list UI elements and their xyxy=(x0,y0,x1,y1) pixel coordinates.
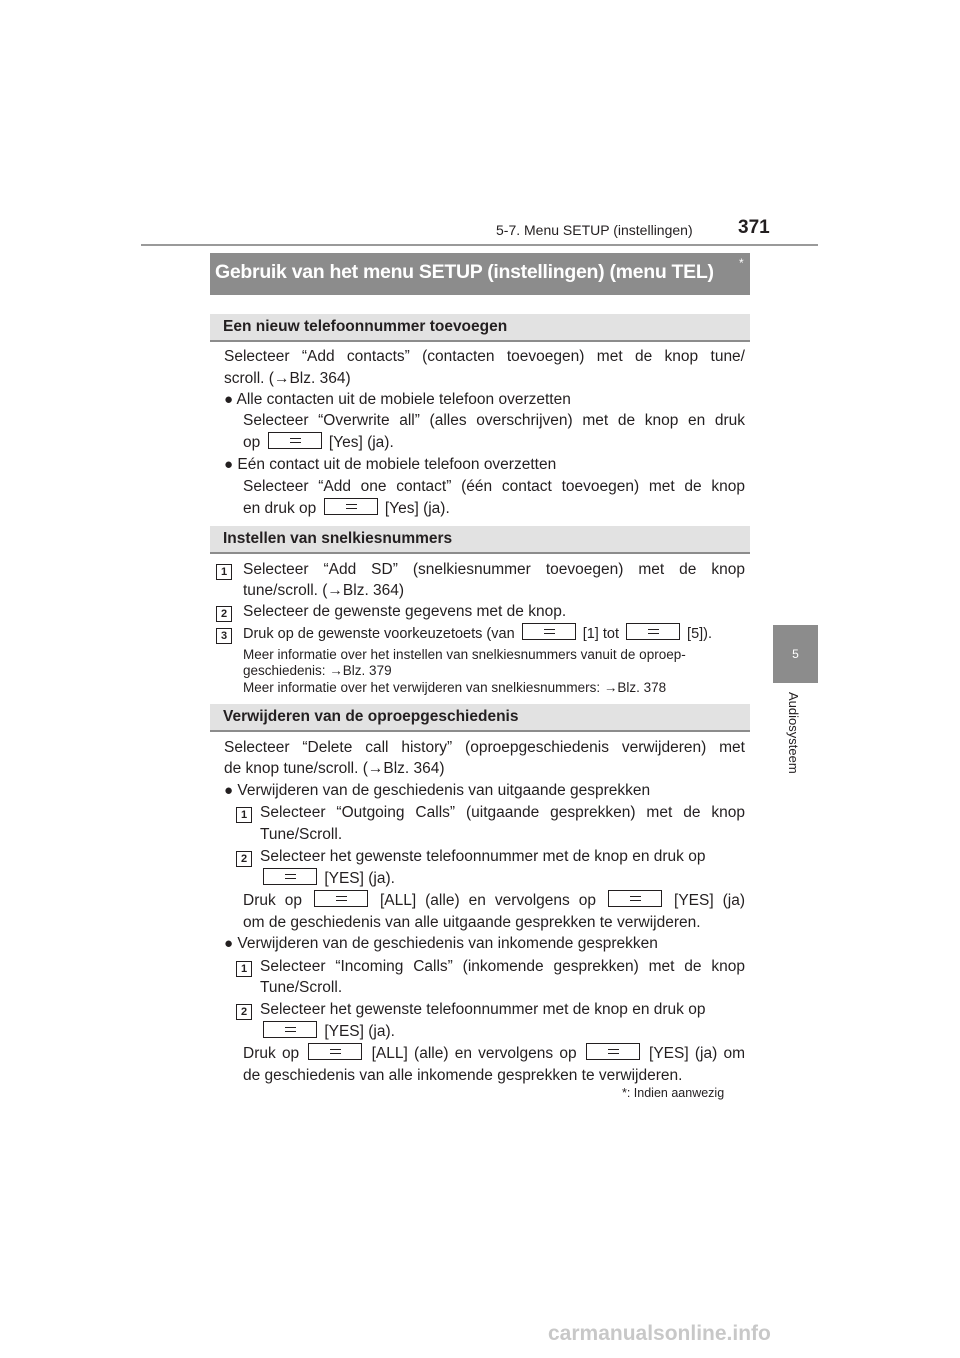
step-line: Selecteer het gewenste telefoonnummer met de knop en druk op xyxy=(260,848,706,865)
text-fragment: op xyxy=(243,434,261,451)
bullet-title: Verwijderen van de geschiedenis van inkomende gesprekken xyxy=(237,935,658,952)
main-heading: Gebruik van het menu SETUP (instellingen) (menu TEL) xyxy=(215,261,714,283)
text-fragment: [Yes] (ja). xyxy=(328,434,394,451)
button-icon xyxy=(608,890,662,907)
page-number: 371 xyxy=(738,217,770,238)
step-line: Selecteer “Outgoing Calls” (uitgaande gesprekken) met de knop xyxy=(260,804,745,821)
paragraph-line: Selecteer “Delete call history” (oproepgeschiedenis verwijderen) met xyxy=(224,739,745,756)
step-number: 1 xyxy=(236,961,252,977)
subheading-bar-speed-dial xyxy=(210,526,750,554)
subheading-bar-delete-history xyxy=(210,704,750,732)
section-title: 5-7. Menu SETUP (instellingen) xyxy=(496,222,693,238)
chapter-tab: 5 xyxy=(773,625,818,683)
paragraph-line: Selecteer “Add contacts” (contacten toevoegen) met de knop tune/ xyxy=(224,348,745,365)
paragraph-line: de knop tune/scroll. (→Blz. 364) xyxy=(224,760,445,777)
heading-asterisk: * xyxy=(739,256,744,270)
step-line: Tune/Scroll. xyxy=(260,826,343,843)
step-line xyxy=(243,623,712,645)
subheading-speed-dial: Instellen van snelkiesnummers xyxy=(223,530,453,547)
note-line: geschiedenis: →Blz. 379 xyxy=(243,663,392,678)
text-fragment: [YES] (ja). xyxy=(324,1023,395,1040)
step-number: 1 xyxy=(236,807,252,823)
button-icon xyxy=(626,623,680,640)
step-number: 1 xyxy=(216,564,232,580)
bullet-icon: ● xyxy=(224,935,234,952)
step-number: 2 xyxy=(236,851,252,867)
step-line: Selecteer de gewenste gegevens met de knop. xyxy=(243,603,567,620)
paragraph-line: Selecteer “Add one contact” (één contact toevoegen) met de knop xyxy=(243,478,745,495)
bullet-line xyxy=(224,780,650,802)
step-number: 2 xyxy=(216,606,232,622)
paragraph-line: Selecteer “Overwrite all” (alles overschrijven) met de knop en druk xyxy=(243,412,745,429)
bullet-icon: ● xyxy=(224,391,234,408)
step-line: Tune/Scroll. xyxy=(260,979,343,996)
text-fragment: Druk op xyxy=(243,892,302,909)
subheading-delete-history: Verwijderen van de oproepgeschiedenis xyxy=(223,708,519,725)
step-line xyxy=(260,868,395,890)
footnote: *: Indien aanwezig xyxy=(622,1086,725,1100)
text-fragment: Druk op xyxy=(243,1045,300,1062)
text-fragment: [YES] (ja) om xyxy=(649,1045,745,1062)
button-icon xyxy=(263,1021,317,1038)
paragraph-line: de geschiedenis van alle inkomende gesprekken te verwijderen. xyxy=(243,1067,683,1084)
text-fragment: Druk op de gewenste voorkeuzetoets (van xyxy=(243,626,515,642)
bullet-icon: ● xyxy=(224,456,234,473)
bullet-title: Alle contacten uit de mobiele telefoon overzetten xyxy=(236,391,571,408)
paragraph-line xyxy=(243,432,394,454)
text-fragment: [YES] (ja). xyxy=(324,870,395,887)
step-number: 2 xyxy=(236,1004,252,1020)
step-line xyxy=(260,1021,395,1043)
button-icon xyxy=(268,432,322,449)
bullet-line xyxy=(224,389,571,411)
paragraph-line: om de geschiedenis van alle uitgaande gesprekken te verwijderen. xyxy=(243,914,701,931)
subheading-bar-add-number xyxy=(210,314,750,342)
text-fragment: en druk op xyxy=(243,500,317,517)
button-icon xyxy=(314,890,368,907)
button-icon xyxy=(522,623,576,640)
step-line: Selecteer “Add SD” (snelkiesnummer toevoegen) met de knop xyxy=(243,561,745,578)
bullet-line xyxy=(224,454,556,476)
step-number: 3 xyxy=(216,628,232,644)
text-fragment: [ALL] (alle) en vervolgens op xyxy=(371,1045,577,1062)
paragraph-line xyxy=(243,498,450,520)
bullet-title: Eén contact uit de mobiele telefoon overzetten xyxy=(237,456,557,473)
step-line: Selecteer het gewenste telefoonnummer met de knop en druk op xyxy=(260,1001,706,1018)
button-icon xyxy=(586,1043,640,1060)
watermark: carmanualsonline.info xyxy=(548,1322,771,1345)
text-fragment: [1] tot xyxy=(582,626,619,642)
text-fragment: [YES] (ja) xyxy=(674,892,746,909)
header-rule xyxy=(141,244,818,246)
note-line: Meer informatie over het instellen van snelkiesnummers vanuit de oproep- xyxy=(243,647,686,662)
button-icon xyxy=(263,868,317,885)
subheading-add-number: Een nieuw telefoonnummer toevoegen xyxy=(223,318,508,335)
note-line: Meer informatie over het verwijderen van snelkiesnummers: →Blz. 378 xyxy=(243,680,667,695)
text-fragment: [Yes] (ja). xyxy=(384,500,450,517)
paragraph-line xyxy=(243,1043,745,1065)
text-fragment: [ALL] (alle) en vervolgens op xyxy=(379,892,597,909)
paragraph-line: scroll. (→Blz. 364) xyxy=(224,370,351,387)
text-fragment: [5]). xyxy=(687,626,713,642)
button-icon xyxy=(308,1043,362,1060)
step-line: Selecteer “Incoming Calls” (inkomende gesprekken) met de knop xyxy=(260,958,745,975)
bullet-title: Verwijderen van de geschiedenis van uitgaande gesprekken xyxy=(237,782,651,799)
button-icon xyxy=(324,498,378,515)
paragraph-line xyxy=(243,890,745,912)
step-line: tune/scroll. (→Blz. 364) xyxy=(243,582,405,599)
bullet-icon: ● xyxy=(224,782,234,799)
bullet-line xyxy=(224,933,658,955)
chapter-label: Audiosysteem xyxy=(786,692,801,774)
